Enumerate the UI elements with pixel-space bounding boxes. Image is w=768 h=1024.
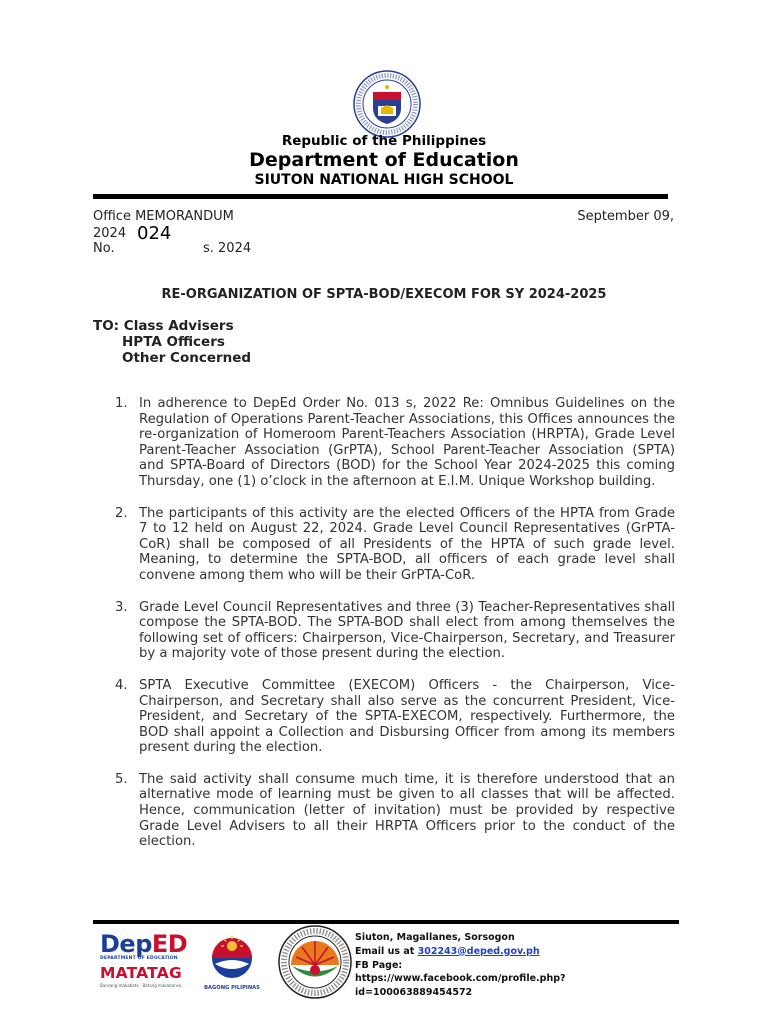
school-name: SIUTON NATIONAL HIGH SCHOOL [254,172,514,188]
deped-wordmark: DepED [100,930,188,958]
recipient-line: HPTA Officers [122,334,225,350]
item-number: 1. [115,396,128,411]
memo-date: September 09, [577,209,674,224]
bagong-pilipinas-icon [203,934,261,980]
memo-series: s. 2024 [203,241,252,256]
footer-divider [93,920,679,924]
school-seal-icon [278,925,352,999]
item-text: SPTA Executive Committee (EXECOM) Officers - the Chairperson, Vice-Chairperson, and Secretary shall also serve as the concurrent President, Vice-President, and Secretary of the SPTA-EXECOM, respectively. Furthermore, the BOD shall appoint a Collection and Disbursing Officer from among its members present during the election. [139,677,675,756]
facebook-page-id: id=100063889454572 [355,987,473,999]
list-item [93,396,675,490]
memo-number: 024 [137,223,172,244]
item-text: The said activity shall consume much time, it is therefore understood that an alternative mode of learning must be given to all classes that will be affected. Hence, communication (letter of invitation) must be provided by respective Grade Level Advisers to all their HRPTA Officers prior to the conduct of the election. [139,771,675,850]
bagong-pilipinas-logo [203,934,261,991]
matatag-wordmark: MATATAG [100,964,182,982]
matatag-tagline: Bansang makabata · Batang makabansa [100,983,182,988]
facebook-page-line[interactable]: FB Page: https://www.facebook.com/profile.php? [355,959,566,985]
email-link[interactable]: 302243@deped.gov.ph [417,945,540,957]
bagong-pilipinas-caption: BAGONG PILIPINAS [204,985,260,991]
list-item [93,600,675,662]
memo-label: Office MEMORANDUM [93,209,234,224]
department-title: Department of Education [249,149,519,171]
list-item [93,772,675,850]
memo-items [93,396,675,850]
memo-no-label: No. [93,241,115,256]
deped-seal-icon [353,70,421,138]
deped-matatag-logo [100,932,192,988]
deped-subtitle: DEPARTMENT OF EDUCATION [100,956,178,961]
memo-subject: RE-ORGANIZATION OF SPTA-BOD/EXECOM FOR SY 2024-2025 [161,287,607,302]
recipient-line: Other Concerned [122,350,252,366]
list-item [93,506,675,584]
item-number: 5. [115,771,128,787]
recipients [93,318,251,366]
school-address: Siuton, Magallanes, Sorsogon [355,932,515,943]
recipient-line: TO: Class Advisers [93,318,234,334]
contact-info [355,931,615,1000]
item-number: 2. [115,505,128,521]
item-number: 3. [115,599,128,615]
item-text: In adherence to DepEd Order No. 013 s, 2022 Re: Omnibus Guidelines on the Regulation of Operations Parent-Teacher Associations, this Offices announces the re-organization of Homeroom Parent-Teachers Association (HRPTA), Grade Level Parent-Teacher Association (GrPTA), School Parent-Teacher Association (SPTA) and SPTA-Board of Directors (BOD) for the School Year 2024-2025 this coming Thursday, one (1) o’clock in the afternoon at E.I.M. Unique Workshop building. [139,396,675,489]
item-number: 4. [115,677,128,693]
header-divider [93,194,668,199]
republic-line: Republic of the Philippines [281,133,487,149]
item-text: The participants of this activity are the elected Officers of the HPTA from Grade 7 to 12 held on August 22, 2024. Grade Level Council Representatives (GrPTA-CoR) shall be composed of all Presidents of the HPTA of such grade level. Meaning, to determine the SPTA-BOD, all officers of each grade level shall convene among them who will be their GrPTA-CoR. [139,505,675,583]
memo-date-year: 2024 [93,226,127,241]
item-text: Grade Level Council Representatives and three (3) Teacher-Representatives shall compose the SPTA-BOD. The SPTA-BOD shall elect from among themselves the following set of officers: Chairperson, Vice-Chairperson, Secretary, and Treasurer by a majority vote of those present during the election. [139,599,675,662]
email-line: Email us at 302243@deped.gov.ph [355,945,540,957]
list-item [93,678,675,756]
